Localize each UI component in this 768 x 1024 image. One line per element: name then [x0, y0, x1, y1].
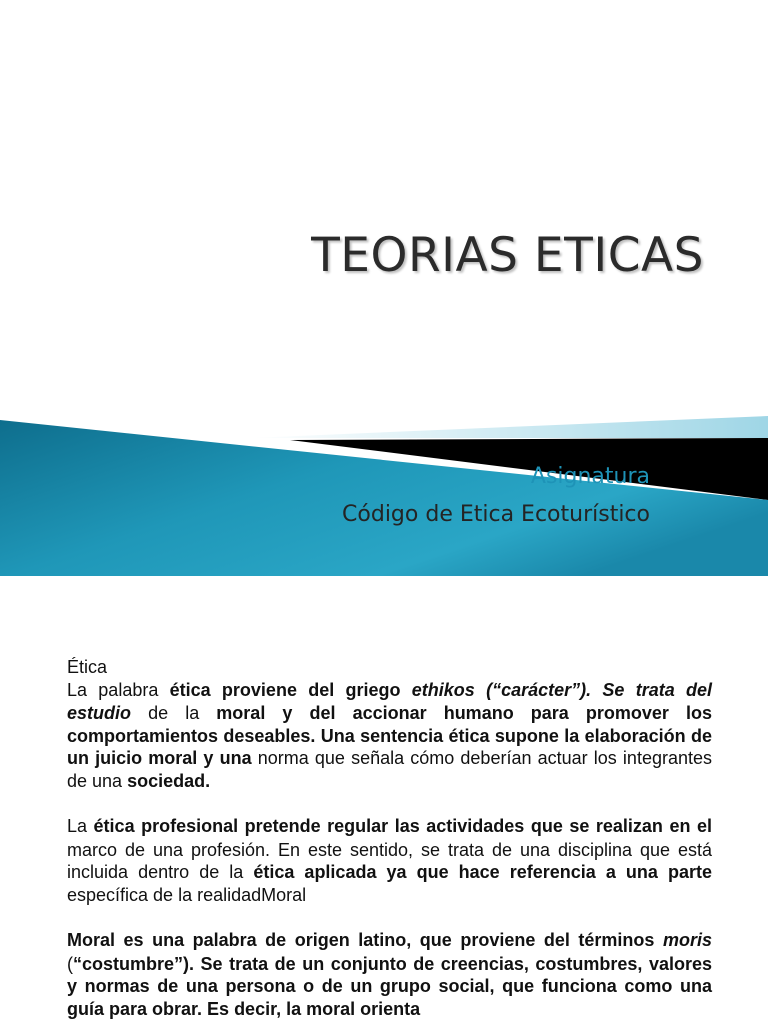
text-run: (: [67, 953, 73, 974]
paragraph-moral: [67, 929, 712, 1020]
text-run: ethikos (“carácter”). Se trata del estudio: [67, 679, 712, 723]
document-text: [67, 656, 712, 1020]
slide-title: TEORIAS ETICAS: [311, 228, 704, 283]
text-run: ética aplicada ya que hace referencia a una parte: [253, 862, 712, 882]
text-run: marco de una profesión. En este sentido, se trata de una disciplina que está incluida dentro de la: [67, 839, 712, 882]
paragraph-etica: [67, 679, 712, 793]
text-run: sociedad.: [127, 770, 211, 791]
text-run: norma que señala cómo deberían actuar los integrantes de una: [67, 748, 712, 791]
section-heading: Ética: [67, 657, 108, 677]
text-run: moris: [662, 930, 712, 950]
text-run: Moral es una palabra de origen latino, que proviene del términos: [67, 930, 663, 950]
banner-light-stripe: [250, 416, 768, 438]
text-run: La palabra: [67, 679, 170, 700]
text-run: “costumbre”). Se trata de un conjunto de creencias, costumbres, valores y normas de una persona o de un grupo social, que funciona como una guía para obrar. Es decir, la moral orienta: [67, 953, 712, 1019]
text-run: de la: [131, 703, 217, 723]
text-run: ética proviene del griego: [169, 679, 412, 700]
subtitle-course-label: Asignatura: [530, 464, 650, 489]
paragraph-etica-profesional: [67, 815, 712, 906]
subtitle-course-name: Código de Etica Ecoturístico: [342, 502, 650, 527]
slide-subtitle: [342, 458, 650, 534]
text-run: específica de la realidadMoral: [67, 884, 307, 905]
text-run: ética profesional pretende regular las actividades que se realizan en el: [93, 816, 712, 836]
text-run: La: [67, 816, 94, 836]
text-run: moral y del accionar humano para promover los comportamientos deseables. Una sentencia ética supone la elaboración de un juicio moral y una: [67, 703, 712, 768]
